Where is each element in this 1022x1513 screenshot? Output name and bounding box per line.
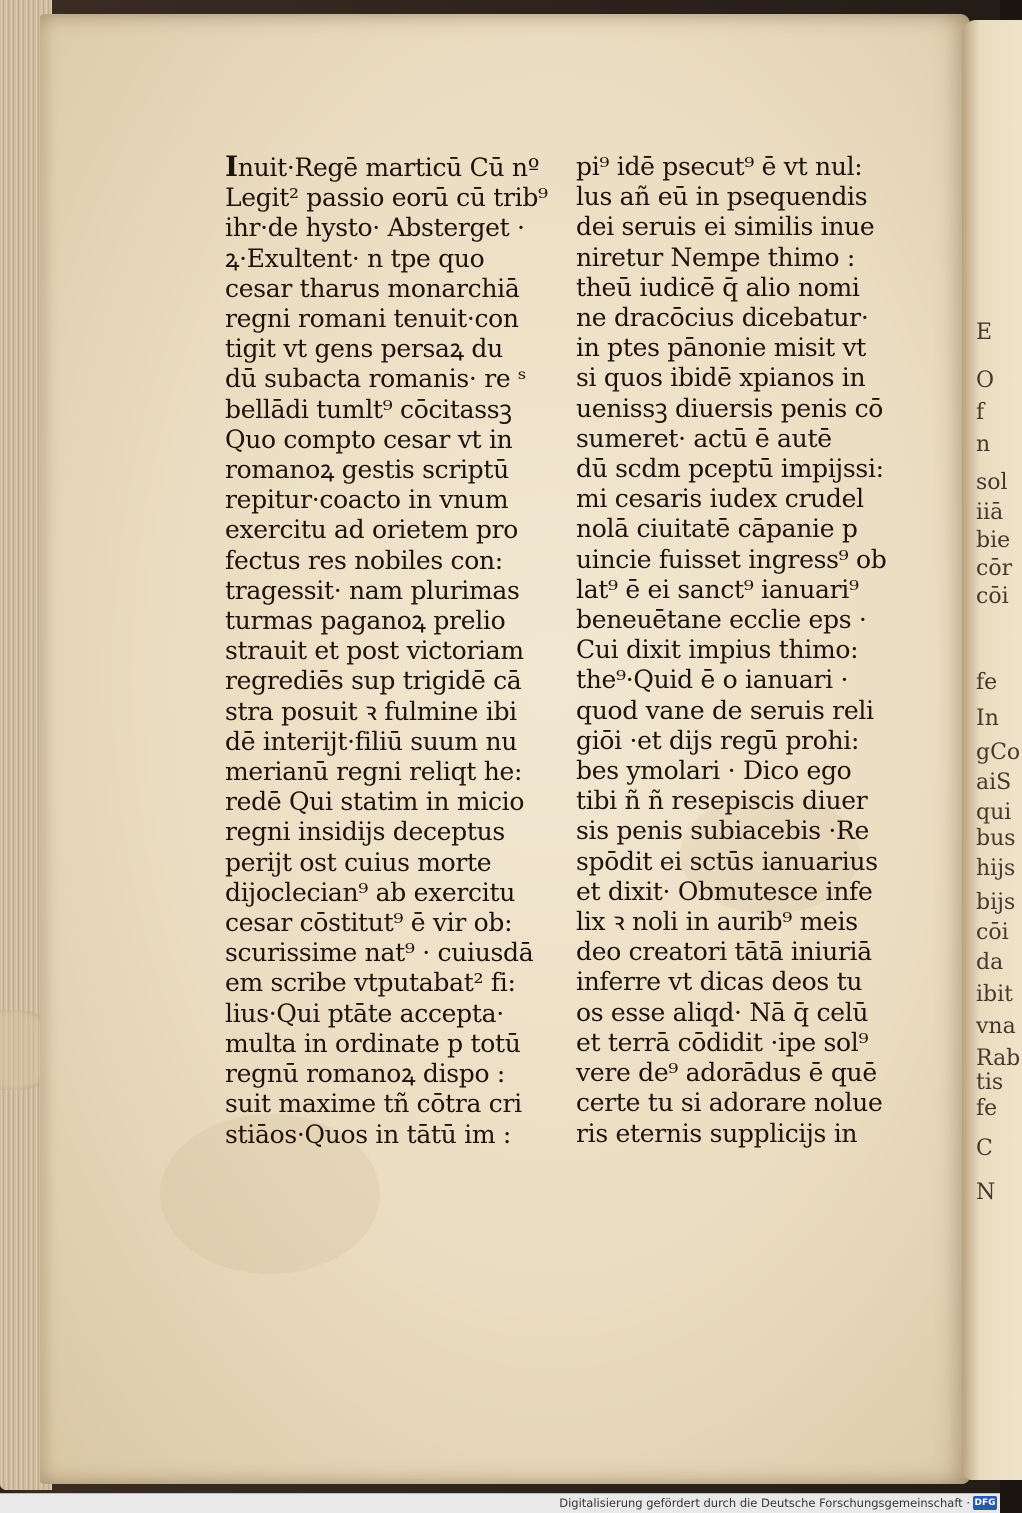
- text-line: et dixit· Obmutesce infe: [576, 876, 873, 906]
- text-line: ne dracōcius dicebatur·: [576, 303, 869, 333]
- text-line: Legit² passio eorū cū trib⁹: [225, 183, 548, 213]
- text-line: os esse aliqd· Nā q̄ celū: [576, 997, 869, 1027]
- facing-page-fragment: ibit: [976, 982, 1013, 1007]
- facing-page-fragment: cōi: [976, 584, 1009, 609]
- facing-page-fragment: fe: [976, 670, 998, 695]
- facing-page-fragment: da: [976, 950, 1004, 975]
- text-line: dijoclecian⁹ ab exercitu: [225, 877, 516, 907]
- text-line: lius·Qui ptāte accepta·: [225, 998, 504, 1028]
- text-line: bes ymolari · Dico ego: [576, 756, 852, 786]
- text-line: Quo compto cesar vt in: [225, 424, 513, 454]
- facing-page-fragment: Rab: [976, 1046, 1021, 1071]
- text-line: cesar cōstitut⁹ ē vir ob:: [225, 908, 513, 938]
- text-line: stra posuit ꝛ fulmine ibi: [225, 696, 517, 726]
- text-line: spōdit ei sctūs ianuarius: [576, 846, 878, 876]
- text-line: redē Qui statim in micio: [225, 787, 525, 817]
- text-line: scurissime nat⁹ · cuiusdā: [225, 938, 534, 968]
- text-line: suit maxime tñ cōtra cri: [225, 1089, 522, 1119]
- text-line: regni romani tenuit·con: [225, 304, 519, 334]
- text-line: niretur Nempe thimo :: [576, 242, 855, 272]
- text-line: sis penis subiacebis ·Re: [576, 816, 870, 846]
- text-line: nolā ciuitatē cāpanie p: [576, 514, 858, 544]
- facing-page-fragment: cōr: [976, 556, 1013, 581]
- text-line: tibi ñ ñ resepiscis diuer: [576, 786, 868, 816]
- text-column-left: [225, 150, 548, 1150]
- text-line: uenissꝫ diuersis penis cō: [576, 393, 884, 423]
- text-line: lus añ eū in psequendis: [576, 182, 868, 212]
- text-line: stiāos·Quos in tātū im :: [225, 1119, 511, 1149]
- text-line: Cui dixit impius thimo:: [576, 635, 859, 665]
- text-line: certe tu si adorare nolue: [576, 1088, 883, 1118]
- text-line: strauit et post victoriam: [225, 636, 524, 666]
- facing-page-fragment: sol: [976, 470, 1008, 495]
- text-line: tigit vt gens persaꝝ du: [225, 334, 503, 364]
- text-line: dei seruis ei similis inue: [576, 212, 875, 242]
- facing-page-fragment: vna: [976, 1014, 1016, 1039]
- text-line: ꝝ·Exultent· n tpe quo: [225, 243, 485, 273]
- text-line: turmas paganoꝝ prelio: [225, 606, 506, 636]
- text-line: merianū regni reliqt he:: [225, 757, 523, 787]
- text-line: romanoꝝ gestis scriptū: [225, 455, 509, 485]
- text-line: ihr·de hysto· Absterget ·: [225, 213, 525, 243]
- facing-page-fragment: iiā: [976, 500, 1004, 525]
- text-line: lix ꝛ noli in aurib⁹ meis: [576, 907, 858, 937]
- facing-page-fragment: N: [976, 1180, 996, 1205]
- text-line: cesar tharus monarchiā: [225, 273, 520, 303]
- text-line: regni insidijs deceptus: [225, 817, 505, 847]
- facing-page-fragment: cōi: [976, 920, 1009, 945]
- facing-page-fragment: In: [976, 706, 999, 731]
- facing-page-fragment: bijs: [976, 890, 1016, 915]
- text-line: beneuētane ecclie eps ·: [576, 605, 867, 635]
- funding-credit: Digitalisierung gefördert durch die Deutsche Forschungsgemeinschaft ·: [559, 1496, 970, 1510]
- text-line: fectus res nobiles con:: [225, 545, 503, 575]
- text-line: et terrā cōdidit ·ipe sol⁹: [576, 1027, 869, 1057]
- text-column-right: [576, 152, 886, 1149]
- text-line: ris eternis supplicijs in: [576, 1118, 858, 1148]
- text-line: lat⁹ ē ei sanct⁹ ianuari⁹: [576, 574, 859, 604]
- text-line: quod vane de seruis reli: [576, 695, 874, 725]
- text-line: si quos ibidē xpianos in: [576, 363, 866, 393]
- text-line: dē interijt·filiū suum nu: [225, 726, 518, 756]
- text-line: the⁹·Quid ē o ianuari ·: [576, 665, 849, 695]
- text-line: mi cesaris iudex crudel: [576, 484, 864, 514]
- text-line: bellādi tumlt⁹ cōcitassꝫ: [225, 394, 512, 424]
- facing-page-fragment: fe: [976, 1096, 998, 1121]
- facing-page-fragment: gCo: [976, 740, 1021, 765]
- footer-banner: [0, 1493, 1000, 1513]
- facing-page-fragment: aiS: [976, 770, 1012, 795]
- facing-page-fragment: hijs: [976, 856, 1016, 881]
- text-line: regrediēs sup trigidē cā: [225, 666, 522, 696]
- facing-page-fragment: E: [976, 320, 993, 345]
- text-line: theū iudicē q̄ alio nomi: [576, 272, 860, 302]
- text-line: perijt ost cuius morte: [225, 847, 492, 877]
- text-line: Inuit·Regē marticū Cū nº: [225, 150, 540, 183]
- facing-page-fragment: bus: [976, 826, 1016, 851]
- text-line: dū scdm pceptū impijssi:: [576, 454, 884, 484]
- facing-page-fragment: tis: [976, 1070, 1004, 1095]
- text-line: in ptes pānonie misit vt: [576, 333, 867, 363]
- text-line: deo creatori tātā iniuriā: [576, 937, 872, 967]
- facing-page: [962, 20, 1022, 1480]
- facing-page-fragment: f: [976, 400, 985, 425]
- facing-page-fragment: C: [976, 1136, 993, 1161]
- text-line: repitur·coacto in vnum: [225, 485, 509, 515]
- facing-page-fragment: O: [976, 368, 995, 393]
- text-line: em scribe vtputabat² fi:: [225, 968, 516, 998]
- dfg-logo-icon: DFG: [974, 1498, 996, 1508]
- text-line: giōi ·et dijs regū prohi:: [576, 725, 860, 755]
- text-line: tragessit· nam plurimas: [225, 575, 520, 605]
- text-line: regnū romanoꝝ dispo :: [225, 1059, 506, 1089]
- facing-page-fragment: bie: [976, 528, 1011, 553]
- facing-page-fragment: qui: [976, 800, 1012, 825]
- text-line: dū subacta romanis· re ˢ: [225, 364, 527, 394]
- text-line: pi⁹ idē psecut⁹ ē vt nul:: [576, 152, 863, 181]
- text-line: vere de⁹ adorādus ē quē: [576, 1058, 877, 1088]
- text-line: inferre vt dicas deos tu: [576, 967, 863, 997]
- text-line: exercitu ad orietem pro: [225, 515, 518, 545]
- facing-page-fragment: n: [976, 432, 991, 457]
- text-line: sumeret· actū ē autē: [576, 423, 832, 453]
- text-line: multa in ordinate p totū: [225, 1028, 521, 1058]
- text-line: uincie fuisset ingress⁹ ob: [576, 544, 887, 574]
